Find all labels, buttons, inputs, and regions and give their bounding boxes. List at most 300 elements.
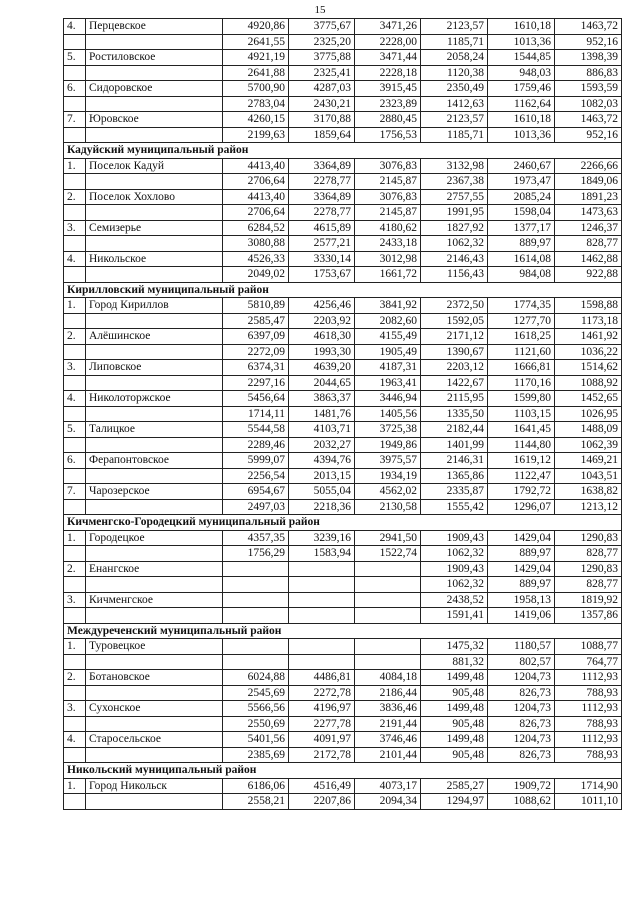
value-cell: 4639,20 — [289, 360, 355, 376]
value-cell: 1088,92 — [555, 375, 622, 391]
value-cell: 2094,34 — [355, 794, 421, 810]
value-cell: 2256,54 — [223, 468, 289, 484]
value-cell: 1463,72 — [555, 112, 622, 128]
value-cell: 2199,63 — [223, 127, 289, 143]
row-index: 2. — [64, 329, 86, 345]
row-index — [64, 313, 86, 329]
row-index — [64, 34, 86, 50]
settlement-name — [86, 654, 223, 670]
value-cell: 2145,87 — [355, 205, 421, 221]
value-cell: 4921,19 — [223, 50, 289, 66]
settlement-name: Липовское — [86, 360, 223, 376]
value-cell: 2013,15 — [289, 468, 355, 484]
value-cell: 4187,31 — [355, 360, 421, 376]
row-index — [64, 96, 86, 112]
district-header-row — [64, 282, 622, 298]
value-cell: 4196,97 — [289, 701, 355, 717]
value-cell: 3364,89 — [289, 158, 355, 174]
value-cell: 3364,89 — [289, 189, 355, 205]
row-index: 4. — [64, 732, 86, 748]
table-row — [64, 50, 622, 66]
row-index: 3. — [64, 701, 86, 717]
value-cell: 2171,12 — [421, 329, 488, 345]
value-cell — [289, 577, 355, 593]
value-cell: 2186,44 — [355, 685, 421, 701]
row-index: 1. — [64, 158, 86, 174]
value-cell: 1499,48 — [421, 701, 488, 717]
value-cell: 2941,50 — [355, 530, 421, 546]
value-cell: 4486,81 — [289, 670, 355, 686]
settlement-name — [86, 267, 223, 283]
settlement-name — [86, 608, 223, 624]
row-index: 4. — [64, 251, 86, 267]
value-cell: 6397,09 — [223, 329, 289, 345]
value-cell: 3330,14 — [289, 251, 355, 267]
value-cell: 905,48 — [421, 747, 488, 763]
value-cell: 905,48 — [421, 685, 488, 701]
value-cell — [223, 608, 289, 624]
value-cell: 1290,83 — [555, 530, 622, 546]
value-cell: 1827,92 — [421, 220, 488, 236]
value-cell: 952,16 — [555, 34, 622, 50]
value-cell: 1973,47 — [488, 174, 555, 190]
table-row — [64, 546, 622, 562]
settlement-name: Алёшинское — [86, 329, 223, 345]
value-cell: 2272,78 — [289, 685, 355, 701]
value-cell: 1610,18 — [488, 19, 555, 35]
row-index — [64, 794, 86, 810]
value-cell: 4260,15 — [223, 112, 289, 128]
value-cell — [355, 639, 421, 655]
value-cell: 2323,89 — [355, 96, 421, 112]
value-cell: 1013,36 — [488, 127, 555, 143]
value-cell: 4615,89 — [289, 220, 355, 236]
value-cell: 1103,15 — [488, 406, 555, 422]
value-cell: 2585,27 — [421, 778, 488, 794]
row-index — [64, 236, 86, 252]
value-cell: 2297,16 — [223, 375, 289, 391]
settlement-name — [86, 747, 223, 763]
value-cell: 1792,72 — [488, 484, 555, 500]
settlement-name — [86, 127, 223, 143]
value-cell: 1859,64 — [289, 127, 355, 143]
value-cell: 3471,44 — [355, 50, 421, 66]
value-cell: 764,77 — [555, 654, 622, 670]
table-row — [64, 189, 622, 205]
value-cell: 1144,80 — [488, 437, 555, 453]
value-cell: 3746,46 — [355, 732, 421, 748]
value-cell: 1170,16 — [488, 375, 555, 391]
settlement-name — [86, 375, 223, 391]
table-row — [64, 468, 622, 484]
row-index — [64, 174, 86, 190]
table-row — [64, 298, 622, 314]
value-cell: 1185,71 — [421, 127, 488, 143]
settlement-name — [86, 685, 223, 701]
value-cell: 1452,65 — [555, 391, 622, 407]
settlement-name: Николоторжское — [86, 391, 223, 407]
value-cell: 788,93 — [555, 716, 622, 732]
value-cell: 826,73 — [488, 716, 555, 732]
table-row — [64, 205, 622, 221]
value-cell: 3863,37 — [289, 391, 355, 407]
value-cell: 2085,24 — [488, 189, 555, 205]
value-cell: 1638,82 — [555, 484, 622, 500]
value-cell: 3471,26 — [355, 19, 421, 35]
settlement-name: Туровецкое — [86, 639, 223, 655]
value-cell: 1905,49 — [355, 344, 421, 360]
value-cell: 889,97 — [488, 577, 555, 593]
settlement-name — [86, 406, 223, 422]
row-index: 7. — [64, 112, 86, 128]
value-cell: 4618,30 — [289, 329, 355, 345]
value-cell: 802,57 — [488, 654, 555, 670]
value-cell: 1277,70 — [488, 313, 555, 329]
value-cell: 3080,88 — [223, 236, 289, 252]
value-cell: 1522,74 — [355, 546, 421, 562]
settlement-name — [86, 794, 223, 810]
value-cell — [223, 639, 289, 655]
table-row — [64, 251, 622, 267]
row-index: 1. — [64, 298, 86, 314]
value-cell: 5401,56 — [223, 732, 289, 748]
row-index: 4. — [64, 391, 86, 407]
value-cell: 6954,67 — [223, 484, 289, 500]
value-cell: 2880,45 — [355, 112, 421, 128]
district-name: Кичменгско-Городецкий муниципальный район — [64, 515, 622, 531]
value-cell: 2115,95 — [421, 391, 488, 407]
row-index — [64, 205, 86, 221]
table-body — [64, 19, 622, 810]
value-cell: 3446,94 — [355, 391, 421, 407]
value-cell: 2550,69 — [223, 716, 289, 732]
value-cell: 1499,48 — [421, 670, 488, 686]
value-cell: 3836,46 — [355, 701, 421, 717]
value-cell: 1819,92 — [555, 592, 622, 608]
settlement-name: Ферапонтовское — [86, 453, 223, 469]
settlement-name: Ростиловское — [86, 50, 223, 66]
value-cell: 2335,87 — [421, 484, 488, 500]
value-cell: 4103,71 — [289, 422, 355, 438]
value-cell: 1013,36 — [488, 34, 555, 50]
value-cell: 5700,90 — [223, 81, 289, 97]
table-row — [64, 499, 622, 515]
value-cell: 6186,06 — [223, 778, 289, 794]
value-cell: 828,77 — [555, 236, 622, 252]
row-index: 5. — [64, 50, 86, 66]
settlement-name — [86, 313, 223, 329]
value-cell: 1062,39 — [555, 437, 622, 453]
settlement-name: Ботановское — [86, 670, 223, 686]
row-index: 4. — [64, 19, 86, 35]
value-cell: 828,77 — [555, 546, 622, 562]
row-index — [64, 468, 86, 484]
value-cell: 2082,60 — [355, 313, 421, 329]
value-cell: 1849,06 — [555, 174, 622, 190]
value-cell: 2207,86 — [289, 794, 355, 810]
value-cell: 2325,20 — [289, 34, 355, 50]
value-cell: 1759,46 — [488, 81, 555, 97]
settlement-name — [86, 96, 223, 112]
table-row — [64, 158, 622, 174]
value-cell: 4073,17 — [355, 778, 421, 794]
value-cell: 3132,98 — [421, 158, 488, 174]
value-cell: 2146,31 — [421, 453, 488, 469]
value-cell: 1514,62 — [555, 360, 622, 376]
table-row — [64, 112, 622, 128]
value-cell: 1043,51 — [555, 468, 622, 484]
row-index — [64, 65, 86, 81]
value-cell: 4155,49 — [355, 329, 421, 345]
row-index: 2. — [64, 189, 86, 205]
value-cell: 1011,10 — [555, 794, 622, 810]
row-index — [64, 375, 86, 391]
value-cell: 1488,09 — [555, 422, 622, 438]
table-row — [64, 453, 622, 469]
value-cell: 889,97 — [488, 546, 555, 562]
value-cell: 1753,67 — [289, 267, 355, 283]
value-cell: 4084,18 — [355, 670, 421, 686]
table-row — [64, 391, 622, 407]
value-cell — [289, 639, 355, 655]
value-cell: 2044,65 — [289, 375, 355, 391]
row-index: 3. — [64, 220, 86, 236]
value-cell: 1473,63 — [555, 205, 622, 221]
value-cell: 1365,86 — [421, 468, 488, 484]
settlement-name: Город Никольск — [86, 778, 223, 794]
value-cell: 2641,88 — [223, 65, 289, 81]
table-row — [64, 437, 622, 453]
district-name: Кирилловский муниципальный район — [64, 282, 622, 298]
table-row — [64, 344, 622, 360]
value-cell: 2032,27 — [289, 437, 355, 453]
table-row — [64, 127, 622, 143]
value-cell: 2172,78 — [289, 747, 355, 763]
value-cell: 2706,64 — [223, 174, 289, 190]
value-cell: 1405,56 — [355, 406, 421, 422]
table-row — [64, 608, 622, 624]
value-cell: 6284,52 — [223, 220, 289, 236]
table-row — [64, 174, 622, 190]
value-cell: 1429,04 — [488, 561, 555, 577]
value-cell: 2585,47 — [223, 313, 289, 329]
value-cell — [355, 592, 421, 608]
value-cell: 3076,83 — [355, 189, 421, 205]
value-cell: 4562,02 — [355, 484, 421, 500]
table-row — [64, 639, 622, 655]
value-cell: 4394,76 — [289, 453, 355, 469]
settlement-name: Кичменгское — [86, 592, 223, 608]
value-cell: 1583,94 — [289, 546, 355, 562]
table-row — [64, 654, 622, 670]
table-row — [64, 329, 622, 345]
value-cell: 3775,67 — [289, 19, 355, 35]
value-cell: 3076,83 — [355, 158, 421, 174]
value-cell: 5999,07 — [223, 453, 289, 469]
value-cell: 1593,59 — [555, 81, 622, 97]
value-cell — [355, 561, 421, 577]
value-cell: 1112,93 — [555, 732, 622, 748]
value-cell: 2145,87 — [355, 174, 421, 190]
row-index — [64, 577, 86, 593]
settlement-name: Поселок Кадуй — [86, 158, 223, 174]
value-cell: 1469,21 — [555, 453, 622, 469]
row-index: 3. — [64, 592, 86, 608]
value-cell: 948,03 — [488, 65, 555, 81]
value-cell: 1294,97 — [421, 794, 488, 810]
row-index: 7. — [64, 484, 86, 500]
value-cell: 1112,93 — [555, 670, 622, 686]
value-cell: 2272,09 — [223, 344, 289, 360]
value-cell: 1412,63 — [421, 96, 488, 112]
value-cell: 1162,64 — [488, 96, 555, 112]
value-cell: 1213,12 — [555, 499, 622, 515]
value-cell: 2058,24 — [421, 50, 488, 66]
row-index: 5. — [64, 422, 86, 438]
value-cell: 1429,04 — [488, 530, 555, 546]
value-cell: 1419,06 — [488, 608, 555, 624]
value-cell: 3841,92 — [355, 298, 421, 314]
table-row — [64, 236, 622, 252]
value-cell: 2130,58 — [355, 499, 421, 515]
page-number: 15 — [314, 4, 326, 16]
table-row — [64, 81, 622, 97]
settlement-name: Перцевское — [86, 19, 223, 35]
value-cell: 1062,32 — [421, 546, 488, 562]
row-index — [64, 344, 86, 360]
value-cell: 5566,56 — [223, 701, 289, 717]
value-cell — [289, 592, 355, 608]
settlement-name — [86, 205, 223, 221]
value-cell: 1661,72 — [355, 267, 421, 283]
value-cell — [355, 654, 421, 670]
value-cell: 4413,40 — [223, 158, 289, 174]
value-cell: 2277,78 — [289, 716, 355, 732]
settlement-name: Город Кириллов — [86, 298, 223, 314]
value-cell: 4920,86 — [223, 19, 289, 35]
table-row — [64, 670, 622, 686]
table-row — [64, 794, 622, 810]
value-cell: 4413,40 — [223, 189, 289, 205]
value-cell: 2641,55 — [223, 34, 289, 50]
value-cell: 5810,89 — [223, 298, 289, 314]
value-cell: 2228,18 — [355, 65, 421, 81]
value-cell: 1618,25 — [488, 329, 555, 345]
value-cell: 6374,31 — [223, 360, 289, 376]
value-cell: 905,48 — [421, 716, 488, 732]
row-index: 6. — [64, 81, 86, 97]
value-cell: 2367,38 — [421, 174, 488, 190]
value-cell: 3775,88 — [289, 50, 355, 66]
value-cell: 2757,55 — [421, 189, 488, 205]
settlement-name — [86, 344, 223, 360]
value-cell: 1991,95 — [421, 205, 488, 221]
value-cell: 1714,90 — [555, 778, 622, 794]
row-index — [64, 546, 86, 562]
value-cell — [223, 592, 289, 608]
value-cell: 1120,38 — [421, 65, 488, 81]
settlement-name — [86, 174, 223, 190]
value-cell — [289, 561, 355, 577]
value-cell: 2146,43 — [421, 251, 488, 267]
value-cell: 1026,95 — [555, 406, 622, 422]
district-name: Никольский муниципальный район — [64, 763, 622, 779]
row-index: 2. — [64, 561, 86, 577]
value-cell: 4287,03 — [289, 81, 355, 97]
value-cell: 952,16 — [555, 127, 622, 143]
settlement-name: Сидоровское — [86, 81, 223, 97]
value-cell: 5544,58 — [223, 422, 289, 438]
value-cell: 1121,60 — [488, 344, 555, 360]
table-row — [64, 484, 622, 500]
value-cell: 2558,21 — [223, 794, 289, 810]
value-cell: 1598,88 — [555, 298, 622, 314]
value-cell: 1774,35 — [488, 298, 555, 314]
value-cell: 1398,39 — [555, 50, 622, 66]
settlement-name — [86, 65, 223, 81]
value-cell: 1246,37 — [555, 220, 622, 236]
value-cell: 828,77 — [555, 577, 622, 593]
value-cell: 1204,73 — [488, 701, 555, 717]
district-name: Кадуйский муниципальный район — [64, 143, 622, 159]
value-cell: 1591,41 — [421, 608, 488, 624]
settlement-name — [86, 236, 223, 252]
value-cell — [289, 608, 355, 624]
value-cell: 3170,88 — [289, 112, 355, 128]
value-cell: 2433,18 — [355, 236, 421, 252]
value-cell: 886,83 — [555, 65, 622, 81]
value-cell: 1555,42 — [421, 499, 488, 515]
value-cell: 5055,04 — [289, 484, 355, 500]
value-cell: 1475,32 — [421, 639, 488, 655]
settlement-name: Сухонское — [86, 701, 223, 717]
table-row — [64, 96, 622, 112]
value-cell — [289, 654, 355, 670]
value-cell: 1122,47 — [488, 468, 555, 484]
value-cell: 1335,50 — [421, 406, 488, 422]
row-index — [64, 437, 86, 453]
value-cell: 2278,77 — [289, 205, 355, 221]
value-cell: 826,73 — [488, 747, 555, 763]
value-cell: 1463,72 — [555, 19, 622, 35]
value-cell: 1390,67 — [421, 344, 488, 360]
value-cell: 1909,43 — [421, 530, 488, 546]
value-cell: 1112,93 — [555, 701, 622, 717]
value-cell: 1666,81 — [488, 360, 555, 376]
value-cell: 1377,17 — [488, 220, 555, 236]
value-cell: 2191,44 — [355, 716, 421, 732]
value-cell: 1204,73 — [488, 732, 555, 748]
value-cell: 2101,44 — [355, 747, 421, 763]
value-cell: 2706,64 — [223, 205, 289, 221]
district-name: Междуреченский муниципальный район — [64, 623, 622, 639]
value-cell: 2350,49 — [421, 81, 488, 97]
value-cell: 1619,12 — [488, 453, 555, 469]
value-cell: 881,32 — [421, 654, 488, 670]
value-cell: 1401,99 — [421, 437, 488, 453]
value-cell: 2545,69 — [223, 685, 289, 701]
value-cell: 1062,32 — [421, 577, 488, 593]
table-row — [64, 220, 622, 236]
value-cell: 3975,57 — [355, 453, 421, 469]
value-cell: 922,88 — [555, 267, 622, 283]
value-cell: 2577,21 — [289, 236, 355, 252]
value-cell: 1088,77 — [555, 639, 622, 655]
district-header-row — [64, 143, 622, 159]
row-index — [64, 499, 86, 515]
value-cell: 4091,97 — [289, 732, 355, 748]
value-cell: 1958,13 — [488, 592, 555, 608]
